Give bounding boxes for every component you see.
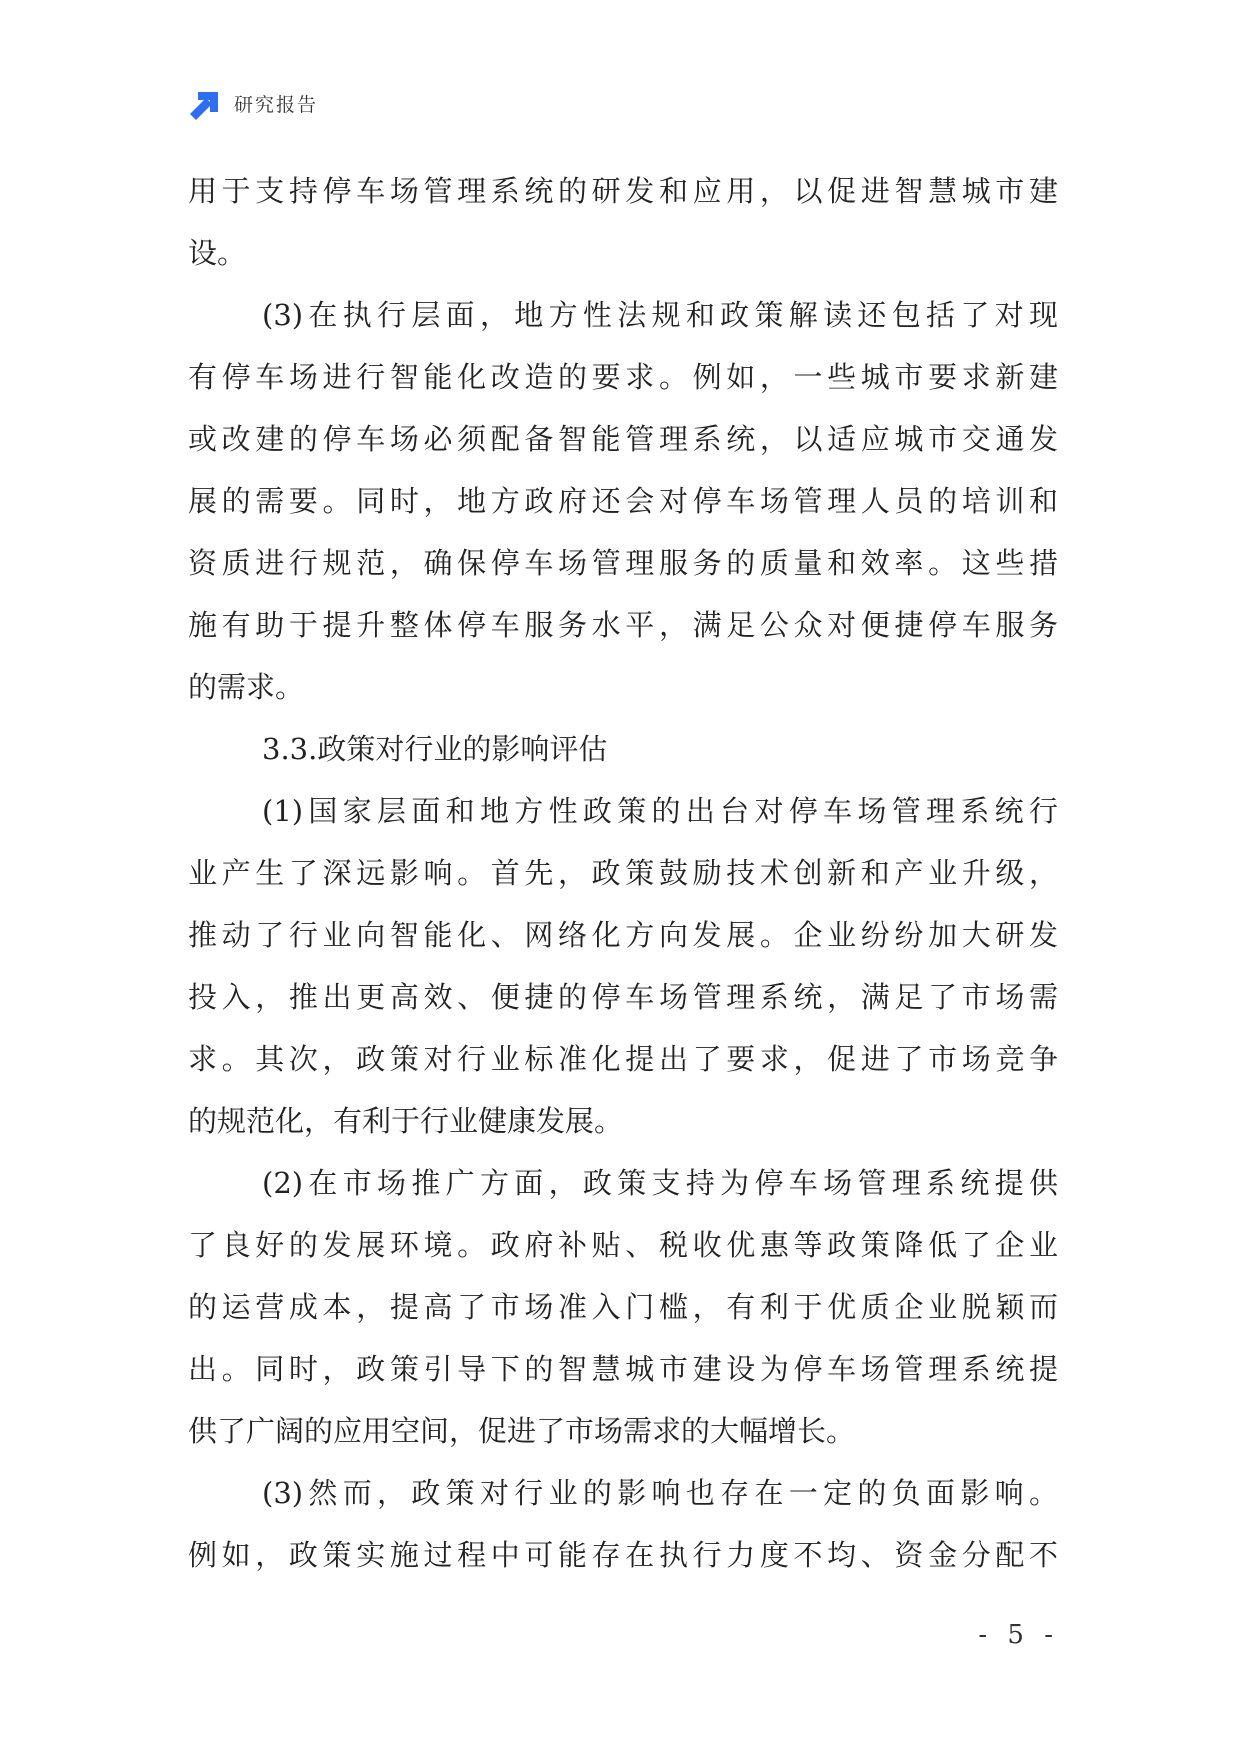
text-line: 的需求。 [188, 670, 305, 704]
header-title: 研究报告 [234, 94, 319, 116]
text-line: 的规范化，有利于行业健康发展。 [188, 1104, 624, 1138]
text-line: 出。同时，政策引导下的智慧城市建设为停车场管理系统提 [188, 1352, 1058, 1386]
text-line: 或改建的停车场必须配备智能管理系统，以适应城市交通发 [188, 422, 1058, 456]
text-line: 设。 [188, 236, 247, 270]
text-line: 的运营成本，提高了市场准入门槛，有利于优质企业脱颖而 [188, 1290, 1058, 1324]
report-header [188, 88, 318, 122]
text-line: 有停车场进行智能化改造的要求。例如，一些城市要求新建 [188, 360, 1058, 394]
text-line: 供了广阔的应用空间，促进了市场需求的大幅增长。 [188, 1414, 856, 1448]
section-heading: 3.3.政策对行业的影响评估 [262, 732, 608, 766]
text-line: 用于支持停车场管理系统的研发和应用，以促进智慧城市建 [188, 174, 1058, 208]
report-logo-icon [188, 88, 222, 122]
paragraph [188, 1152, 1058, 1462]
text-line: 求。其次，政策对行业标准化提出了要求，促进了市场竞争 [188, 1042, 1058, 1076]
text-line: 推动了行业向智能化、网络化方向发展。企业纷纷加大研发 [188, 918, 1058, 952]
text-line: (2)在市场推广方面，政策支持为停车场管理系统提供 [262, 1166, 1058, 1200]
text-line: (1)国家层面和地方性政策的出台对停车场管理系统行 [262, 794, 1058, 828]
text-line: 业产生了深远影响。首先，政策鼓励技术创新和产业升级， [188, 856, 1058, 890]
document-body [188, 160, 1058, 1586]
section-heading-block [188, 718, 1058, 780]
paragraph [188, 780, 1058, 1152]
text-line: 例如，政策实施过程中可能存在执行力度不均、资金分配不 [188, 1538, 1058, 1572]
text-line: 了良好的发展环境。政府补贴、税收优惠等政策降低了企业 [188, 1228, 1058, 1262]
text-line: 施有助于提升整体停车服务水平，满足公众对便捷停车服务 [188, 608, 1058, 642]
paragraph [188, 1462, 1058, 1586]
text-line: 资质进行规范，确保停车场管理服务的质量和效率。这些措 [188, 546, 1058, 580]
text-line: 投入，推出更高效、便捷的停车场管理系统，满足了市场需 [188, 980, 1058, 1014]
paragraph [188, 284, 1058, 718]
text-line: (3)然而，政策对行业的影响也存在一定的负面影响。 [262, 1476, 1058, 1510]
text-line: 展的需要。同时，地方政府还会对停车场管理人员的培训和 [188, 484, 1058, 518]
page-number: - 5 - [978, 1620, 1059, 1650]
paragraph [188, 160, 1058, 284]
text-line: (3)在执行层面，地方性法规和政策解读还包括了对现 [262, 298, 1058, 332]
